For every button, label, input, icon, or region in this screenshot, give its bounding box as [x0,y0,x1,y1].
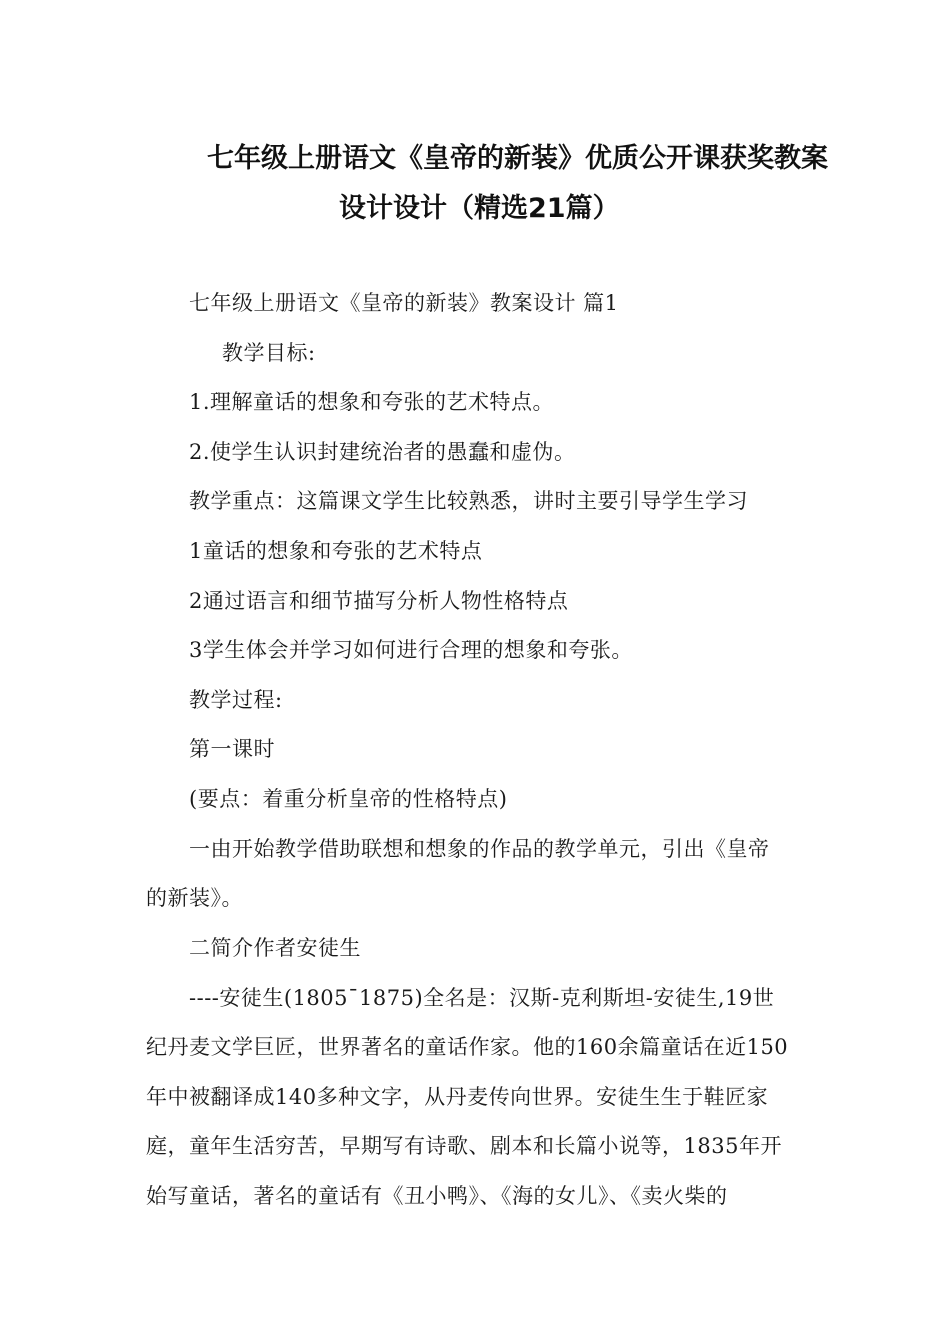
key-point-item: 3学生体会并学习如何进行合理的想象和夸张。 [189,638,633,662]
paragraph-line: 年中被翻译成140多种文字，从丹麦传向世界。安徒生生于鞋匠家 [146,1085,769,1109]
section-subtitle: 七年级上册语文《皇帝的新装》教案设计 篇1 [189,291,619,315]
key-point-item: 1童话的想象和夸张的艺术特点 [189,539,483,563]
teaching-goals-heading: 教学目标: [222,341,316,365]
document-title-line-1: 七年级上册语文《皇帝的新装》优质公开课获奖教案 [207,143,828,174]
paragraph-line: ----安徒生(1805¯1875)全名是：汉斯-克利斯坦-安徒生,19世 [189,986,775,1010]
teaching-process-heading: 教学过程: [189,688,283,712]
teaching-goal-item: 1.理解童话的想象和夸张的艺术特点。 [189,390,555,414]
lesson-focus-note: (要点：着重分析皇帝的性格特点) [189,787,508,811]
paragraph-heading: 二简介作者安徒生 [189,936,361,960]
key-points-heading: 教学重点：这篇课文学生比较熟悉，讲时主要引导学生学习 [189,489,748,513]
teaching-goal-item: 2.使学生认识封建统治者的愚蠢和虚伪。 [189,440,576,464]
paragraph-line: 始写童话，著名的童话有《丑小鸭》、《海的女儿》、《卖火柴的 [146,1184,728,1208]
paragraph-line: 的新装》。 [146,886,243,910]
paragraph-line: 庭，童年生活穷苦，早期写有诗歌、剧本和长篇小说等，1835年开 [146,1134,782,1158]
paragraph-line: 纪丹麦文学巨匠，世界著名的童话作家。他的160余篇童话在近150 [146,1035,789,1059]
key-point-item: 2通过语言和细节描写分析人物性格特点 [189,589,569,613]
document-title-line-2: 设计设计（精选21篇） [339,193,620,224]
lesson-heading: 第一课时 [189,737,275,761]
paragraph-line: 一由开始教学借助联想和想象的作品的教学单元，引出《皇帝 [189,837,770,861]
